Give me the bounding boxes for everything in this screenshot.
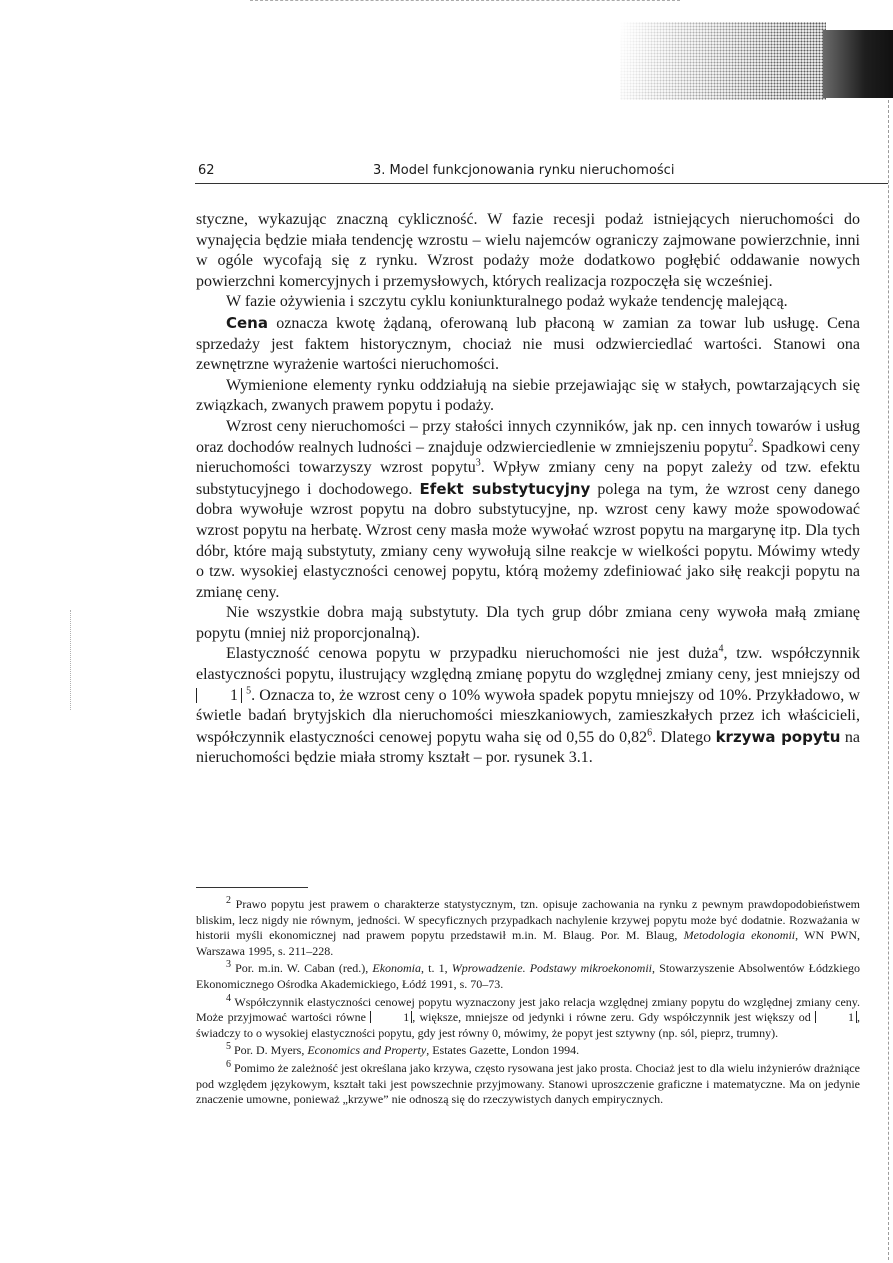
scan-dark-corner <box>823 30 893 98</box>
footnote: $^3$ Por. m.in. W. Caban (red.), Ekonomia, t. 1, Wprowadzenie. Podstawy mikroekonomii, Stowarzyszenie Absolwentów Łódzkiego Ekonomicznego Ośrodka Akademickiego, Łódź 1991, s. 70–73. <box>196 959 861 991</box>
footnote-ref[interactable]: 4 <box>718 644 724 656</box>
chapter-title: 3. Model funkcjonowania rynku nieruchomości <box>373 163 675 178</box>
paragraph: Wzrost ceny nieruchomości – przy stałości innych czynników, jak np. cen innych towarów i usług oraz dochodów realnych ludności – znajduje odzwierciedlenie w zmniejszeniu popytu$^2$. Spadkowi ceny nieruchomości towarzyszy wzrost popytu$^3$. Wpływ zmiany ceny na popyt zależy od tzw. efektu substytucyjnego i dochodowego. Efekt substytucyjny polega na tym, że wzrost ceny danego dobra wywołuje wzrost popytu na dobro substytucyjne, np. wzrost ceny kawy może spowodować wzrost popytu na herbatę. Wzrost ceny masła może wywołać wzrost popytu na margarynę itp. Dla tych dóbr, które mają substytuty, zmiany ceny wywołują silne reakcje w wielkości popytu. Mówimy wtedy o tzw. wysokiej elastyczności cenowej popytu, którą możemy zdefiniować jako siłę reakcji popytu na zmianę ceny. <box>196 417 861 601</box>
scan-edge-right <box>888 100 889 1260</box>
defined-term: Efekt substytucyjny <box>419 479 591 498</box>
footnote: $^6$ Pomimo że zależność jest określana jako krzywa, często rysowana jest jako prosta. Chociaż jest to dla wielu inżynierów drażniące pod względem językowym, kształt taki jest powszechnie przyjmowany. Stanowi uproszczenie graficzne i matematyczne. Ma on jedynie znaczenie umowne, ponieważ „krzywe” nie odnoszą się do rzeczywistych danych empirycznych. <box>196 1058 860 1107</box>
footnote-ref[interactable]: 3 <box>475 457 481 469</box>
footnote-number: 5 <box>226 1041 231 1053</box>
footnote-ref[interactable]: 6 <box>647 727 653 739</box>
paragraph: styczne, wykazując znaczną cykliczność. W fazie recesji podaż istniejących nieruchomości do wynajęcia będzie miała tendencję wzrostu – wielu najemców ograniczy zajmowane powierzchnie, inni w ogóle wycofają się z rynku. Wzrost podaży może dodatkowo pogłębić oddawanie nowych powierzchni komercyjnych i przemysłowych, których realizacja rozpoczęła się wcześniej. <box>196 211 860 290</box>
paragraph: Elastyczność cenowa popytu w przypadku nieruchomości nie jest duża$^4$, tzw. współczynnik elastyczności popytu, ilustrujący względną zmianę popytu do względnej zmiany ceny, jest mniejszy od 1 $^5$. Oznacza to, że wzrost ceny o 10% wywoła spadek popytu mniejszy od 10%. Przykładowo, w świetle badań brytyjskich dla nieruchomości mieszkaniowych, zamieszkałych przez ich właścicieli, współczynnik elastyczności cenowej popytu waha się od 0,55 do 0,82$^6$. Dlatego krzywa popytu na nieruchomości będzie miała stromy kształt – por. rysunek 3.1. <box>196 644 861 767</box>
absolute-value: 1 <box>370 1011 412 1023</box>
footnote-ref[interactable]: 2 <box>748 437 754 449</box>
defined-term: krzywa popytu <box>715 727 841 746</box>
body-text <box>196 210 860 769</box>
scan-margin-marks <box>70 610 71 710</box>
absolute-value: 1 <box>196 688 242 703</box>
scan-edge-top <box>250 0 680 1</box>
paragraph: Nie wszystkie dobra mają substytuty. Dla tych grup dóbr zmiana ceny wywoła małą zmianę popytu (mniej niż proporcjonalną). <box>196 604 860 642</box>
defined-term: Cena <box>226 313 268 332</box>
running-head <box>195 161 888 184</box>
footnote: $^2$ Prawo popytu jest prawem o charakterze statystycznym, tzn. opisuje zachowania na rynku z pewnym prawdopodobieństwem bliskim, lecz nigdy nie równym, jedności. W specyficznych przypadkach nachylenie krzywej popytu może być dodatnie. Rozważania w historii myśli ekonomicznej nad prawem popytu przedstawił m.in. M. Blaug. Por. M. Blaug, Metodologia ekonomii, WN PWN, Warszawa 1995, s. 211–228. <box>196 895 860 958</box>
absolute-value: 1 <box>815 1011 857 1023</box>
page-number: 62 <box>198 163 215 178</box>
footnotes <box>196 897 860 1108</box>
paragraph: W fazie ożywienia i szczytu cyklu koniunkturalnego podaż wykaże tendencję malejącą. <box>226 293 788 311</box>
paragraph: Cena oznacza kwotę żądaną, oferowaną lub płaconą w zamian za towar lub usługę. Cena sprzedaży jest faktem historycznym, chociaż nie musi odzwierciedlać wartości. Stanowi ona zewnętrzne wyrażenie wartości nieruchomości. <box>196 313 860 374</box>
footnote-separator <box>196 887 308 888</box>
footnote: $^4$ Współczynnik elastyczności cenowej popytu wyznaczony jest jako relacja względnej zmiany popytu do względnej zmiany ceny. Może przyjmować wartości równe 1 , większe, mniejsze od jedynki i równe zeru. Gdy współczynnik jest większy od 1 , świadczy to o wysokiej elastyczności popytu, gdy jest równy 0, mówimy, że popyt jest sztywny (np. sól, pieprz, trumny). <box>196 992 860 1040</box>
footnote-number: 3 <box>226 959 231 971</box>
footnote: $^5$ Por. D. Myers, Economics and Property, Estates Gazette, London 1994. <box>226 1041 580 1058</box>
scan-halftone-artifact <box>620 22 826 100</box>
paragraph: Wymienione elementy rynku oddziałują na siebie przejawiając się w stałych, powtarzających się związkach, zwanych prawem popytu i podaży. <box>196 376 860 415</box>
footnote-number: 2 <box>226 895 231 906</box>
footnote-number: 4 <box>226 992 231 1004</box>
footnote-ref[interactable]: 5 <box>246 685 252 697</box>
footnote-number: 6 <box>226 1058 231 1070</box>
